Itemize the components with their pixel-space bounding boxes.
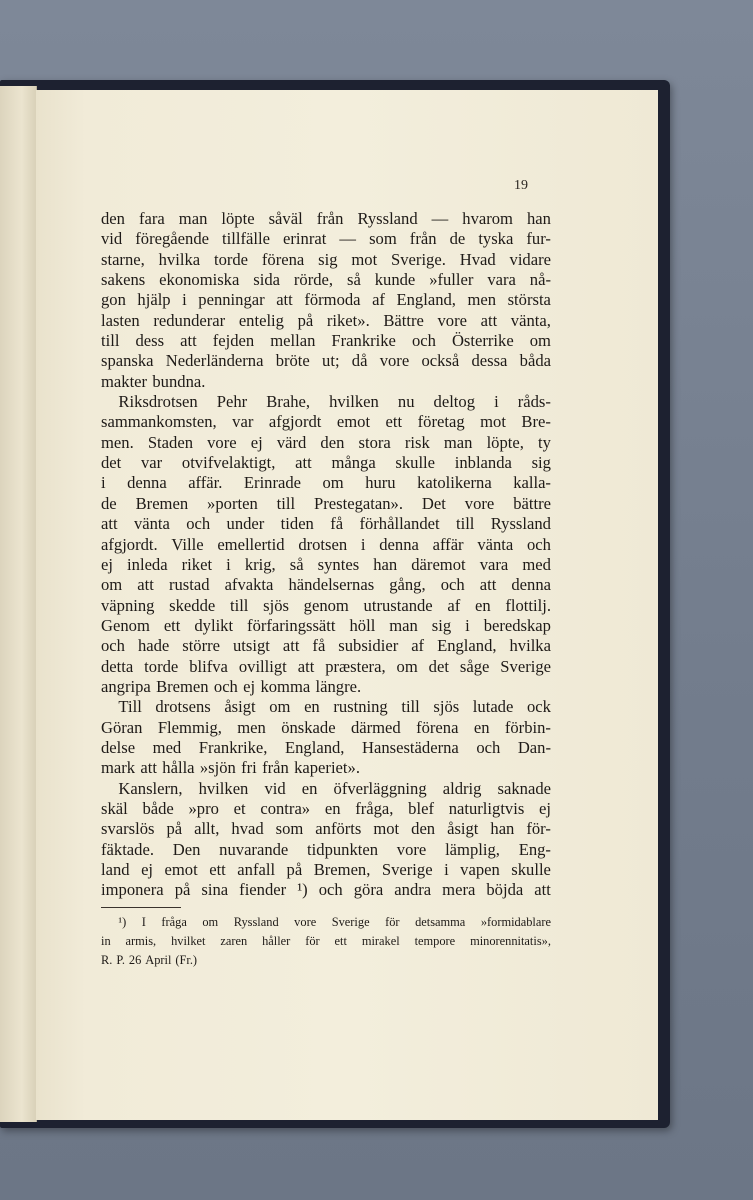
text-line: att vänta och under tiden få förhållandet till Ryssland xyxy=(101,514,551,534)
text-line: imponera på sina fiender ¹) och göra andra mera böjda att xyxy=(101,880,551,900)
text-line: Genom ett dylikt förfaringssätt höll man sig i beredskap xyxy=(101,615,551,635)
footnote-line: R. P. 26 April (Fr.) xyxy=(101,953,198,967)
text-line: Riksdrotsen Pehr Brahe, hvilken nu deltog i råds- xyxy=(118,392,551,412)
text-line: lasten redunderar entelig på riket». Bättre vore att vänta, xyxy=(101,310,551,330)
text-line: Göran Flemmig, men önskade därmed förena en förbin- xyxy=(101,717,551,737)
text-line: skäl både »pro et contra» en fråga, blef naturligtvis ej xyxy=(101,798,551,818)
text-line: men. Staden vore ej värd den stora risk man löpte, ty xyxy=(101,432,551,452)
text-line: Kanslern, hvilken vid en öfverläggning aldrig saknade xyxy=(118,778,551,798)
text-line: starne, hvilka torde förena sig mot Sverige. Hvad vidare xyxy=(101,249,551,269)
text-line: afgjordt. Ville emellertid drotsen i denna affär vänta och xyxy=(101,534,551,554)
footnote-line: in armis, hvilket zaren håller för ett mirakel tempore minorennitatis», xyxy=(101,934,551,948)
footnotes xyxy=(101,913,551,970)
text-line: de Bremen »porten till Prestegatan». Det vore bättre xyxy=(101,493,551,513)
text-line: sakens ekonomiska sida rörde, så kunde »fuller vara nå- xyxy=(101,270,551,290)
text-line: och hade större utsigt att få subsidier af England, hvilka xyxy=(101,636,551,656)
body-text xyxy=(101,209,551,901)
text-line: spanska Nederländerna bröte ut; då vore också dessa båda xyxy=(101,351,551,371)
text-line: Till drotsens åsigt om en rustning till sjös lutade ock xyxy=(118,697,551,717)
text-line: svarslös på allt, hvad som anförts mot den åsigt han för- xyxy=(101,819,551,839)
text-line: den fara man löpte såväl från Ryssland — hvarom han xyxy=(101,209,551,228)
text-line: till dess att fejden mellan Frankrike och Österrike om xyxy=(101,331,551,351)
text-line: ej inleda riket i krig, så syntes han däremot vara med xyxy=(101,554,551,574)
text-line: mark att hålla »sjön fri från kaperiet». xyxy=(101,758,360,778)
text-line: detta torde blifva ovilligt att præstera, om det såge Sverige xyxy=(101,656,551,676)
text-line: delse med Frankrike, England, Hansestäderna och Dan- xyxy=(101,737,551,757)
text-line: sammankomsten, var afgjordt emot ett företag mot Bre- xyxy=(101,412,551,432)
left-page-edge xyxy=(0,86,37,1122)
text-line: väpning skedde till sjös genom utrustande af en flottilj. xyxy=(101,595,551,615)
text-line: land ej emot ett anfall på Bremen, Sverige i vapen skulle xyxy=(101,860,551,879)
footnote-line: ¹) I fråga om Ryssland vore Sverige för detsamma »formidablare xyxy=(118,915,551,929)
text-line: i denna affär. Erinrade om huru katolikerna kalla- xyxy=(101,473,551,493)
text-line: om att rustad afvakta händelsernas gång, och att denna xyxy=(101,575,551,595)
text-line: det var otvifvelaktigt, att många skulle inblanda sig xyxy=(101,453,551,473)
footnote-rule xyxy=(101,907,181,908)
text-line: gon hjälp i penningar att förmoda af England, men största xyxy=(101,290,551,310)
page-number: 19 xyxy=(514,178,528,193)
text-line: angripa Bremen och ej komma längre. xyxy=(101,676,362,696)
text-line: vid föregående tillfälle erinrat — som från de tyska fur- xyxy=(101,229,551,249)
text-line: fäktade. Den nuvarande tidpunkten vore lämplig, Eng- xyxy=(101,839,551,859)
text-line: makter bundna. xyxy=(101,371,206,391)
